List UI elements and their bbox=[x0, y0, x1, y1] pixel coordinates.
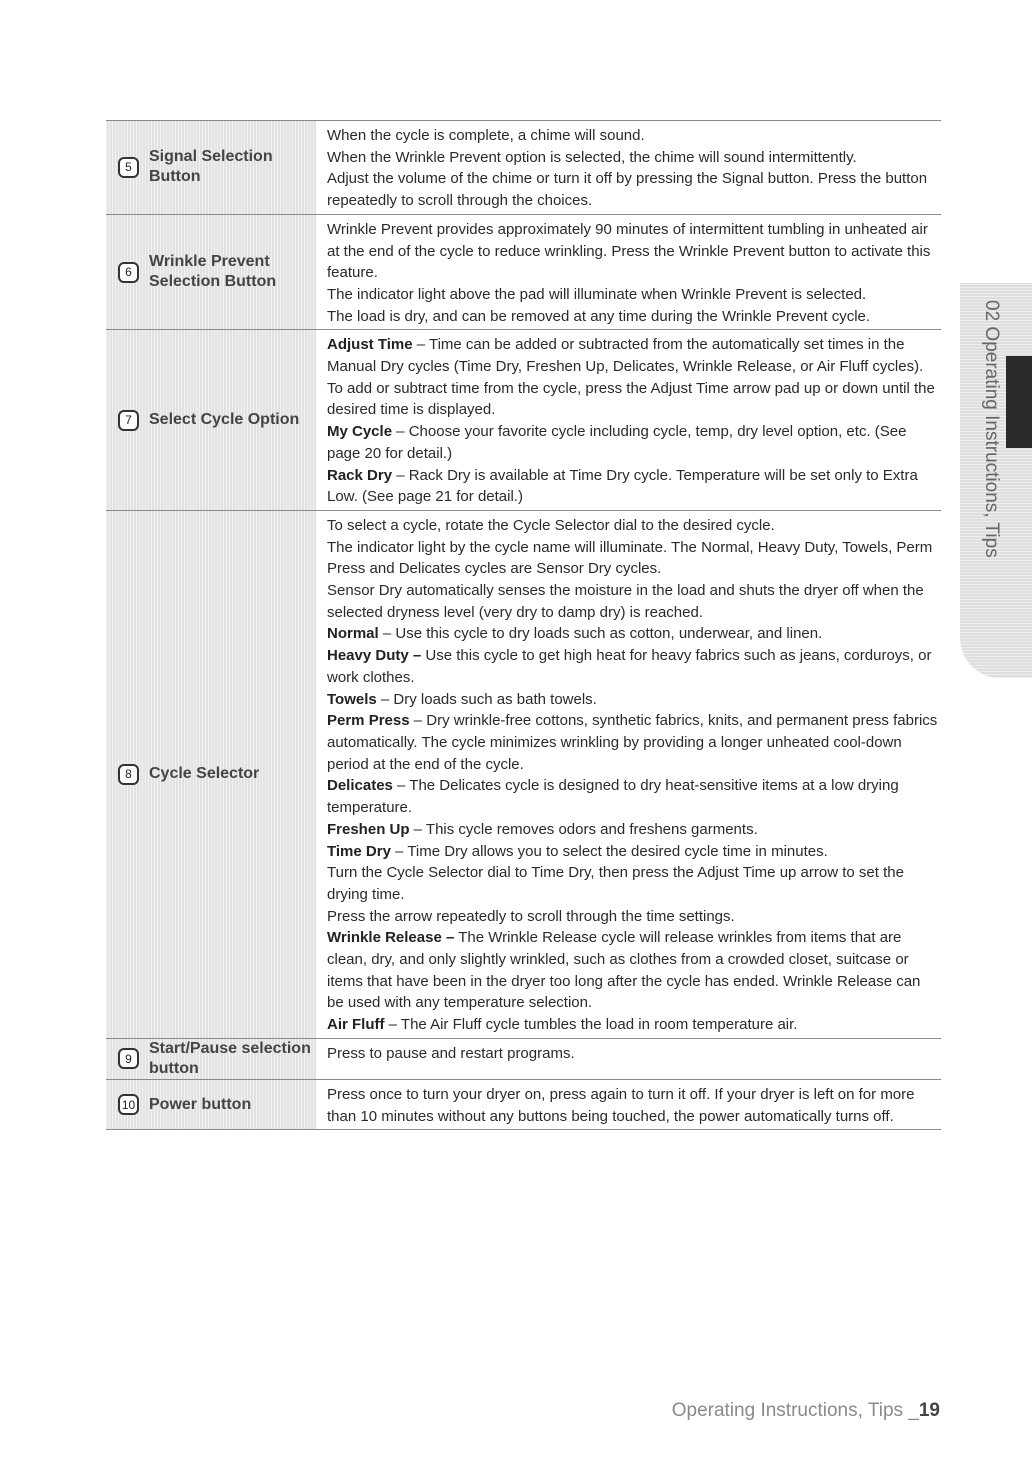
description-paragraph bbox=[327, 927, 941, 1014]
description-paragraph bbox=[327, 284, 941, 306]
description-paragraph bbox=[327, 775, 941, 818]
term: Freshen Up bbox=[327, 820, 410, 838]
description-cell bbox=[316, 330, 941, 510]
description-paragraph bbox=[327, 125, 941, 147]
control-name-cell bbox=[106, 215, 316, 330]
control-name-cell bbox=[106, 511, 316, 1038]
paragraph-text: Wrinkle Prevent provides approximately 90 minutes of intermittent tumbling in unheated air at the end of the cycle to reduce wrinkling. Press the Wrinkle Prevent button to activate this feature. bbox=[327, 220, 931, 282]
paragraph-text: – Use this cycle to dry loads such as cotton, underwear, and linen. bbox=[378, 625, 823, 643]
page-number: 19 bbox=[918, 1400, 940, 1421]
description-paragraph bbox=[327, 306, 941, 328]
control-name: Signal Selection Button bbox=[149, 148, 273, 186]
paragraph-text: – This cycle removes odors and freshens garments. bbox=[409, 820, 758, 838]
description-paragraph bbox=[327, 710, 941, 775]
section-side-tab-label: 02 Operating Instructions, Tips bbox=[981, 300, 1002, 558]
paragraph-text: Press the arrow repeatedly to scroll through the time settings. bbox=[327, 907, 735, 925]
control-name: Power button bbox=[149, 1095, 252, 1113]
description-paragraph bbox=[327, 1043, 941, 1065]
footer-title: Operating Instructions, Tips _ bbox=[671, 1400, 919, 1421]
paragraph-text: – Choose your favorite cycle including cycle, temp, dry level option, etc. (See page 20 for detail.) bbox=[327, 423, 907, 462]
item-number-badge: 9 bbox=[118, 1048, 139, 1069]
paragraph-text: Adjust the volume of the chime or turn it off by pressing the Signal button. Press the button repeatedly to scroll through the choices. bbox=[327, 170, 928, 210]
item-number-badge: 7 bbox=[118, 410, 139, 431]
paragraph-text: Press once to turn your dryer on, press again to turn it off. If your dryer is left on for more than 10 minutes without any buttons being touched, the power automatically turns off. bbox=[327, 1085, 915, 1125]
description-paragraph bbox=[327, 515, 941, 537]
description-paragraph bbox=[327, 537, 941, 580]
description-cell bbox=[316, 215, 941, 330]
control-name: Select Cycle Option bbox=[149, 411, 300, 429]
term: Adjust Time bbox=[327, 336, 413, 354]
term: Perm Press bbox=[327, 712, 410, 730]
description-paragraph bbox=[327, 689, 941, 711]
page-footer bbox=[672, 1400, 940, 1422]
paragraph-text: – Dry loads such as bath towels. bbox=[376, 690, 597, 708]
control-name-cell bbox=[106, 330, 316, 510]
paragraph-text: The Wrinkle Release cycle will release wrinkles from items that are clean, dry, and only slightly wrinkled, such as clothes from a crowded closet, suitcase or items that have been in the dryer too long after the cycle has ended. Wrinkle Release can be used with any temperature selection. bbox=[327, 929, 921, 1012]
table-row bbox=[106, 511, 941, 1039]
term: Rack Dry bbox=[327, 466, 393, 484]
term: Normal bbox=[327, 625, 379, 643]
control-name-cell bbox=[106, 1039, 316, 1079]
description-cell bbox=[316, 121, 941, 214]
table-row bbox=[106, 215, 941, 331]
section-side-tab-marker bbox=[1006, 356, 1032, 448]
paragraph-text: The indicator light by the cycle name will illuminate. The Normal, Heavy Duty, Towels, Perm Press and Delicates cycles are Sensor Dry cycles. bbox=[327, 538, 933, 578]
description-paragraph bbox=[327, 645, 941, 688]
description-paragraph bbox=[327, 1084, 941, 1127]
description-paragraph bbox=[327, 378, 941, 421]
description-paragraph bbox=[327, 219, 941, 284]
paragraph-text: – Time can be added or subtracted from the automatically set times in the Manual Dry cycles (Time Dry, Freshen Up, Delicates, Wrinkle Release, or Air Fluff cycles). bbox=[327, 336, 924, 376]
paragraph-text: – The Delicates cycle is designed to dry heat-sensitive items at a low drying temperature. bbox=[327, 777, 899, 817]
paragraph-text: – Dry wrinkle-free cottons, synthetic fabrics, knits, and permanent press fabrics automatically. The cycle minimizes wrinkling by providing a longer unheated cool-down period at the end of the cycle. bbox=[327, 712, 938, 773]
description-paragraph bbox=[327, 819, 941, 841]
item-number-badge: 6 bbox=[118, 262, 139, 283]
item-number-badge: 8 bbox=[118, 764, 139, 785]
table-row bbox=[106, 330, 941, 511]
description-paragraph bbox=[327, 906, 941, 928]
table-row bbox=[106, 1039, 941, 1080]
description-paragraph bbox=[327, 623, 941, 645]
paragraph-text: When the Wrinkle Prevent option is selected, the chime will sound intermittently. bbox=[327, 148, 857, 166]
control-name-cell bbox=[106, 121, 316, 214]
paragraph-text: When the cycle is complete, a chime will sound. bbox=[327, 127, 645, 144]
description-paragraph bbox=[327, 147, 941, 169]
paragraph-text: The indicator light above the pad will illuminate when Wrinkle Prevent is selected. bbox=[327, 285, 867, 303]
control-name: Wrinkle Prevent Selection Button bbox=[149, 253, 277, 291]
table-row bbox=[106, 121, 941, 215]
paragraph-text: Press to pause and restart programs. bbox=[327, 1044, 575, 1062]
control-name: Start/Pause selection button bbox=[149, 1039, 311, 1077]
term: Time Dry bbox=[327, 842, 391, 860]
table-row bbox=[106, 1080, 941, 1130]
control-name-cell bbox=[106, 1080, 316, 1129]
paragraph-text: Sensor Dry automatically senses the moisture in the load and shuts the dryer off when the selected dryness level (very dry to damp dry) is reached. bbox=[327, 582, 924, 621]
description-paragraph bbox=[327, 465, 941, 508]
term: Air Fluff bbox=[327, 1016, 385, 1034]
paragraph-text: The load is dry, and can be removed at any time during the Wrinkle Prevent cycle. bbox=[327, 307, 871, 325]
item-number-badge: 5 bbox=[118, 157, 139, 178]
description-paragraph bbox=[327, 862, 941, 905]
paragraph-text: Use this cycle to get high heat for heavy fabrics such as jeans, corduroys, or work clothes. bbox=[327, 647, 932, 686]
paragraph-text: To add or subtract time from the cycle, press the Adjust Time arrow pad up or down until the desired time is displayed. bbox=[327, 379, 935, 419]
description-paragraph bbox=[327, 421, 941, 464]
paragraph-text: To select a cycle, rotate the Cycle Selector dial to the desired cycle. bbox=[327, 516, 775, 534]
paragraph-text: – The Air Fluff cycle tumbles the load in room temperature air. bbox=[384, 1016, 798, 1034]
term: Towels bbox=[327, 690, 377, 708]
description-paragraph bbox=[327, 334, 941, 377]
description-paragraph bbox=[327, 1014, 941, 1036]
item-number-badge: 10 bbox=[118, 1094, 139, 1115]
paragraph-text: – Time Dry allows you to select the desired cycle time in minutes. bbox=[390, 842, 828, 860]
paragraph-text: Turn the Cycle Selector dial to Time Dry, then press the Adjust Time up arrow to set the drying time. bbox=[327, 864, 904, 903]
description-cell bbox=[316, 511, 941, 1038]
description-cell bbox=[316, 1080, 941, 1129]
term: Heavy Duty – bbox=[327, 647, 422, 665]
term: Wrinkle Release – bbox=[327, 929, 455, 947]
description-paragraph bbox=[327, 580, 941, 623]
paragraph-text: – Rack Dry is available at Time Dry cycle. Temperature will be set only to Extra Low. (See page 21 for detail.) bbox=[327, 466, 918, 506]
controls-table bbox=[106, 120, 941, 1130]
control-name: Cycle Selector bbox=[149, 765, 260, 783]
term: Delicates bbox=[327, 777, 393, 795]
term: My Cycle bbox=[327, 423, 393, 441]
description-paragraph bbox=[327, 841, 941, 863]
description-cell bbox=[316, 1039, 941, 1079]
description-paragraph bbox=[327, 168, 941, 211]
